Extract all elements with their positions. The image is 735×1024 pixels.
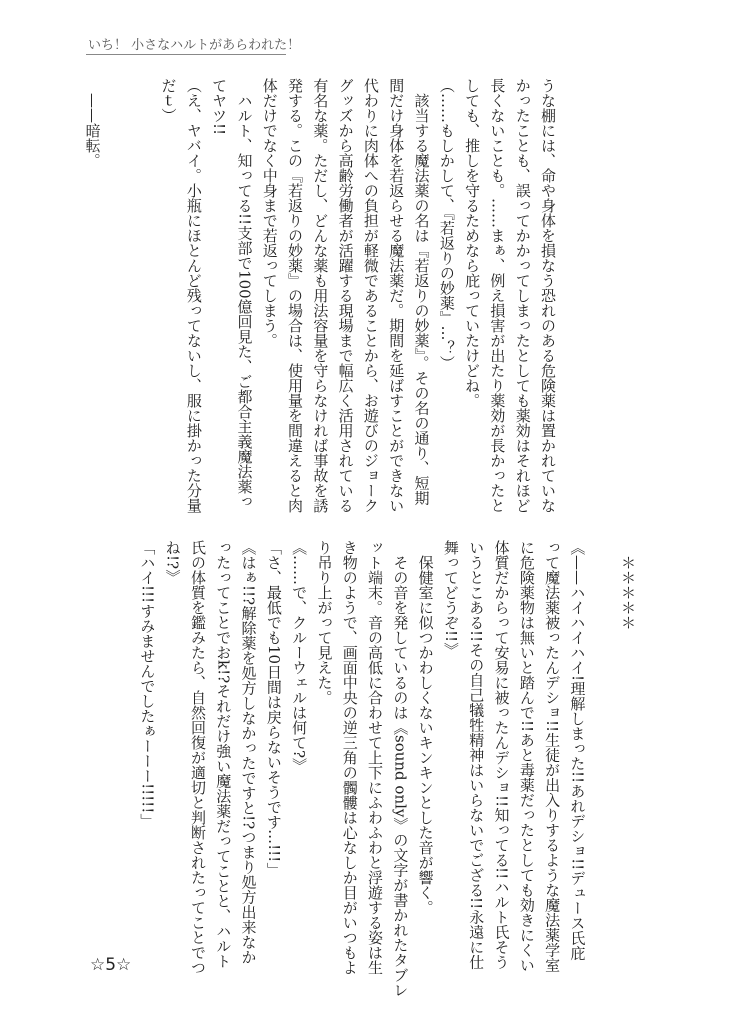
text-column: 代わりに肉体への負担が軽微であることから、お遊びのジョーク [361,78,380,513]
text-column: 体だけでなく中身まで若返ってしまう。 [260,78,279,348]
text-column: 舞ってどうぞ!!》 [441,540,460,658]
text-column: 保健室に似つかわしくないキンキンとした音が響く。 [416,540,435,915]
text-column: に危険薬物は無いと踏んで!!あと毒薬だったとしても効きにくい [517,540,536,973]
text-column: だｔ） [159,78,178,123]
text-column: 間だけ身体を若返らせる魔法薬だ。期間を延ばすことができない [387,78,406,513]
top-text-section [79,78,560,518]
text-column: （……もしかして、『若返りの妙薬』…？） [437,78,456,371]
text-column: ね!?》 [163,540,182,585]
text-column: その音を発しているのは《sound only》の文字が書かれたタブレ [391,540,410,998]
text-column: 「ハイ!!!すみませんでしたぁーーー!!!!!」 [138,540,157,829]
text-column [130,78,155,518]
text-column: 《はぁ!!?解除薬を処方しなかったですと!?つまり処方出来なか [239,540,258,965]
text-column: 《——ハイハイハイ!理解しまった!!あれデショ!!デュース氏庇 [568,540,587,961]
text-column: って魔法薬被ったんデショ!!生徒が出入りするような魔法薬学室 [543,540,562,973]
text-column: （え、ヤバイ。小瓶にほとんど残ってないし、服に掛かった分量 [184,78,203,513]
text-column: いうとこある!!その自己犠牲精神はいらないでござる!!永遠に仕 [467,540,486,970]
text-column: 《……で、クルーウェルは何て?》 [290,540,309,774]
header-divider [86,54,286,55]
bottom-text-section [134,540,640,998]
text-column: ＊＊＊＊＊ [619,540,637,630]
text-column: うな棚には、命や身体を損なう恐れのある危険薬は置かれていな [539,78,557,513]
text-column: 該当する魔法薬の名は『若返りの妙薬』。その名の通り、短期 [412,78,431,506]
text-column: り吊り上がって見えた。 [315,540,334,705]
text-column: 氏の体質を鑑みたら、自然回復が適切と判断されたってことでつ [188,540,207,975]
text-column: しても、推しを守るためなら庇っていたけどね。 [463,78,482,408]
text-column [105,78,130,518]
text-column: 長くないことも。……まぁ、例え損害が出たり薬効が長かったと [488,78,507,513]
text-column: グッズから高齢労働者が活躍する現場まで幅広く活用されている [336,78,355,513]
text-column: ット端末。音の高低に合わせて上下にふわふわと浮遊する姿は生 [366,540,385,975]
text-column: ったってことでおk!?それだけ強い魔法薬だってことと、ハルト [214,540,233,969]
text-column: ハルト、知ってる!!支部で100億回見た、ご都合主義魔法薬っ [235,78,254,509]
text-column: ——暗転。 [83,78,102,168]
text-column: てヤツ!! [210,78,229,136]
text-column: 発する。この『若返りの妙薬』の場合は、使用量を間違えると肉 [286,78,305,513]
chapter-header: いち！ 小さなハルトがあらわれた！ [88,38,301,53]
text-column: き物のようで、画面中央の逆三角の髑髏は心なしか目がいつもよ [340,540,359,975]
page-number: ☆5☆ [90,955,132,975]
text-column: 体質だからって安易に被ったんデショ!!知ってる!!ハルト氏そう [492,540,511,970]
text-column: 有名な薬。ただし、どんな薬も用法容量を守らなければ事故を誘 [311,78,330,513]
text-column: かったことも、誤ってかかってしまったとしても薬効はそれほど [513,78,532,513]
text-column [589,540,614,840]
text-column: 「さ、最低でも10日間は戻らないそうです…!!!」 [264,540,283,878]
